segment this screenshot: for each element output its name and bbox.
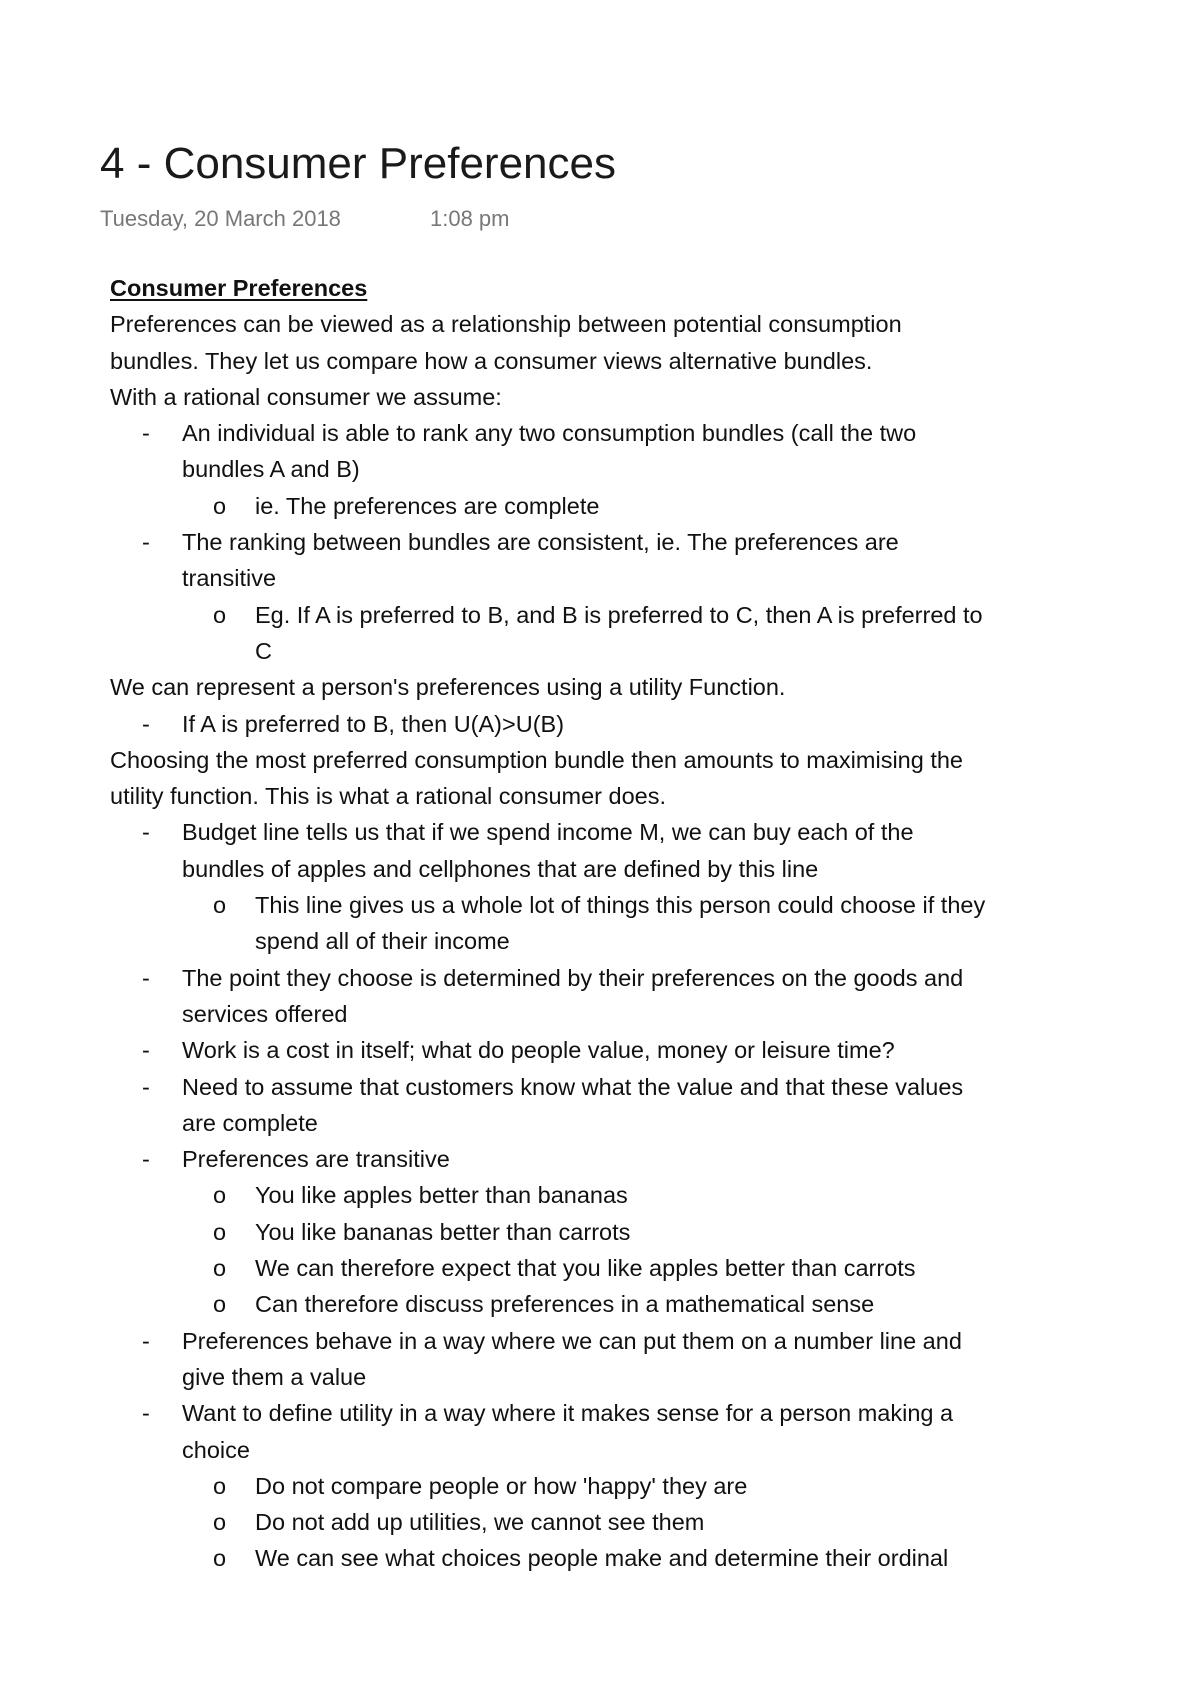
text-line [110,1105,1120,1141]
section-heading [110,270,1120,306]
list-item [110,1468,1120,1504]
dash-bullet-icon: - [142,819,150,846]
text-line [110,996,1120,1032]
line-text: Do not compare people or how 'happy' they are [255,1472,748,1499]
line-text: We can see what choices people make and determine their ordinal [255,1545,949,1572]
line-text: Work is a cost in itself; what do people value, money or leisure time? [182,1037,895,1064]
line-text: The point they choose is determined by their preferences on the goods and [182,964,964,991]
line-text: are complete [182,1109,318,1136]
list-item [110,1323,1120,1359]
line-text: C [255,637,272,664]
list-item [110,814,1120,850]
list-item [110,1395,1120,1431]
list-item [110,887,1120,923]
text-line [110,306,1120,342]
list-item [110,415,1120,451]
list-item [110,1214,1120,1250]
list-item [110,1032,1120,1068]
line-text: ie. The preferences are complete [255,492,600,519]
text-line [110,343,1120,379]
circle-bullet-icon: o [213,1218,227,1245]
line-text: Do not add up utilities, we cannot see them [255,1509,705,1536]
line-text: Preferences can be viewed as a relationship between potential consumption [110,311,902,338]
line-text: You like apples better than bananas [255,1182,628,1209]
list-item [110,1250,1120,1286]
line-text: With a rational consumer we assume: [110,383,502,410]
page-date: Tuesday, 20 March 2018 [100,206,341,231]
line-text: Budget line tells us that if we spend income M, we can buy each of the [182,819,914,846]
circle-bullet-icon: o [213,1545,227,1572]
text-line [110,851,1120,887]
line-text: Consumer Preferences [110,275,368,301]
dash-bullet-icon: - [142,1146,150,1173]
line-text: If A is preferred to B, then U(A)>U(B) [182,710,565,737]
line-text: spend all of their income [255,928,510,955]
list-item [110,960,1120,996]
dash-bullet-icon: - [142,1400,150,1427]
line-text: You like bananas better than carrots [255,1218,631,1245]
text-line [110,451,1120,487]
list-item [110,706,1120,742]
page-time: 1:08 pm [430,206,510,231]
line-text: bundles A and B) [182,456,360,483]
line-text: transitive [182,565,277,592]
circle-bullet-icon: o [213,1509,227,1536]
line-text: Preferences are transitive [182,1146,450,1173]
circle-bullet-icon: o [213,1472,227,1499]
line-text: This line gives us a whole lot of things this person could choose if they [255,892,986,919]
circle-bullet-icon: o [213,1291,227,1318]
line-text: We can therefore expect that you like apples better than carrots [255,1255,916,1282]
list-item [110,488,1120,524]
text-line [110,1432,1120,1468]
dash-bullet-icon: - [142,1327,150,1354]
list-item [110,1286,1120,1322]
line-text: Can therefore discuss preferences in a mathematical sense [255,1291,875,1318]
dash-bullet-icon: - [142,710,150,737]
text-line [110,923,1120,959]
list-item [110,1504,1120,1540]
list-item [110,1141,1120,1177]
line-text: Eg. If A is preferred to B, and B is preferred to C, then A is preferred to [255,601,983,628]
list-item [110,1069,1120,1105]
text-line [110,560,1120,596]
circle-bullet-icon: o [213,601,227,628]
text-line [110,669,1120,705]
dash-bullet-icon: - [142,1037,150,1064]
list-item [110,524,1120,560]
circle-bullet-icon: o [213,892,227,919]
line-text: Want to define utility in a way where it makes sense for a person making a [182,1400,954,1427]
line-text: Preferences behave in a way where we can put them on a number line and [182,1327,962,1354]
list-item [110,1540,1120,1576]
page-meta [100,204,510,234]
line-text: bundles of apples and cellphones that are defined by this line [182,855,819,882]
line-text: services offered [182,1000,348,1027]
line-text: An individual is able to rank any two consumption bundles (call the two [182,420,917,447]
dash-bullet-icon: - [142,964,150,991]
line-text: Need to assume that customers know what the value and that these values [182,1073,964,1100]
text-line [110,778,1120,814]
dash-bullet-icon: - [142,529,150,556]
circle-bullet-icon: o [213,492,227,519]
line-text: We can represent a person's preferences using a utility Function. [110,674,786,701]
list-item [110,597,1120,633]
text-line [110,1359,1120,1395]
line-text: give them a value [182,1363,367,1390]
line-text: bundles. They let us compare how a consumer views alternative bundles. [110,347,873,374]
note-body [110,270,1120,1577]
line-text: utility function. This is what a rational consumer does. [110,783,667,810]
dash-bullet-icon: - [142,420,150,447]
circle-bullet-icon: o [213,1255,227,1282]
dash-bullet-icon: - [142,1073,150,1100]
line-text: The ranking between bundles are consistent, ie. The preferences are [182,529,899,556]
text-line [110,742,1120,778]
line-text: choice [182,1436,250,1463]
line-text: Choosing the most preferred consumption bundle then amounts to maximising the [110,746,963,773]
text-line [110,633,1120,669]
page-title: 4 - Consumer Preferences [100,139,616,188]
text-line [110,379,1120,415]
list-item [110,1177,1120,1213]
circle-bullet-icon: o [213,1182,227,1209]
